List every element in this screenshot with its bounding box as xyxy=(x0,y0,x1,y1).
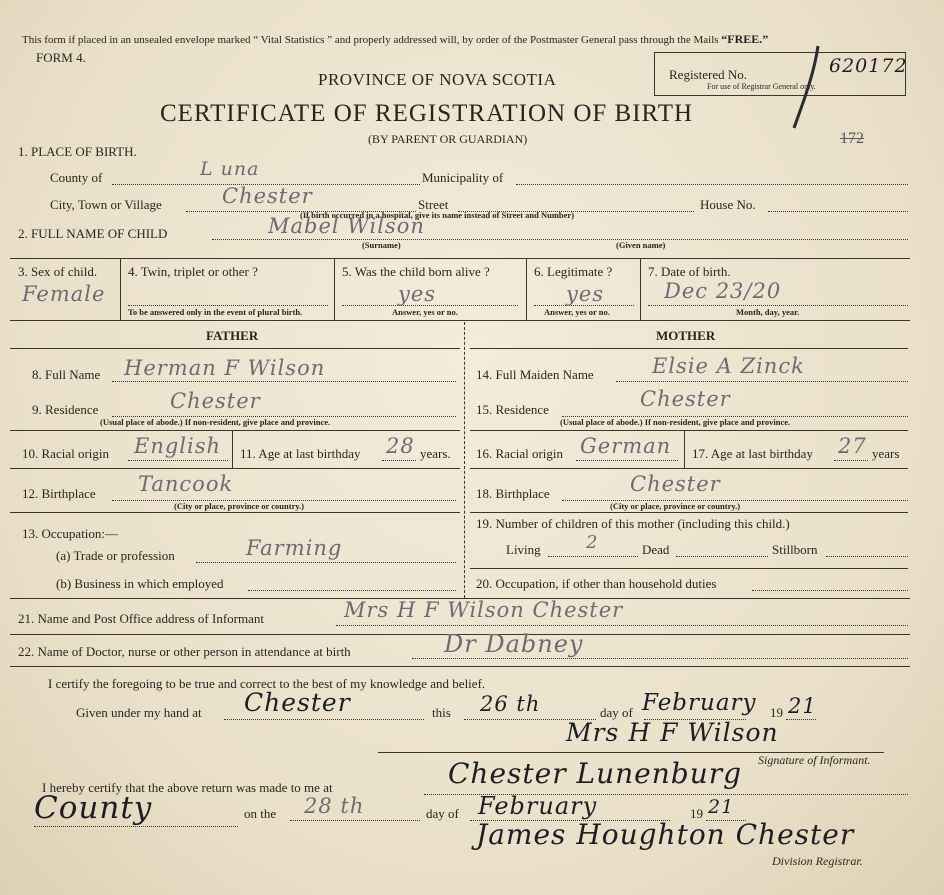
father-residence-note: (Usual place of abode.) If non-resident, give place and province. xyxy=(100,417,331,427)
child-name-line xyxy=(212,239,908,240)
mother-age-value: 27 xyxy=(838,434,867,458)
father-age-line xyxy=(382,460,416,461)
father-birthplace-note: (City or place, province or country.) xyxy=(174,501,305,511)
children-living-label: Living xyxy=(506,542,541,557)
father-race-line xyxy=(128,460,228,461)
father-birthplace-value: Tancook xyxy=(138,472,234,496)
grid-bottom-rule xyxy=(10,320,910,321)
informant-line xyxy=(336,625,908,626)
place-heading: 1. PLACE OF BIRTH. xyxy=(18,144,137,159)
father-trade-label: (a) Trade or profession xyxy=(56,548,175,563)
father-rule-2 xyxy=(10,468,460,469)
city-label: City, Town or Village xyxy=(50,197,162,212)
street-label: Street xyxy=(418,197,449,212)
given-at-place: Chester xyxy=(244,688,351,717)
father-race-age-divider xyxy=(232,430,233,468)
registrar-year-value: 21 xyxy=(708,796,735,818)
children-living-value: 2 xyxy=(586,532,599,553)
mother-race-age-divider xyxy=(684,430,685,468)
father-heading: FATHER xyxy=(206,328,259,343)
municipality-line xyxy=(516,184,908,185)
plural-birth-label: 4. Twin, triplet or other ? xyxy=(128,264,258,279)
father-residence-label: 9. Residence xyxy=(32,402,99,417)
mother-race-value: German xyxy=(580,434,672,458)
given-at-label: Given under my hand at xyxy=(76,705,202,720)
birth-date-label: 7. Date of birth. xyxy=(648,264,731,279)
given-year-prefix: 19 xyxy=(770,705,783,720)
children-stillborn-label: Stillborn xyxy=(772,542,818,557)
child-name-value: Mabel Wilson xyxy=(268,214,425,238)
informant-signature: Mrs H F Wilson xyxy=(566,718,779,747)
registration-number: 620172 xyxy=(829,55,908,77)
father-business-line xyxy=(248,590,456,591)
father-trade-value: Farming xyxy=(246,536,343,560)
father-race-label: 10. Racial origin xyxy=(22,446,110,461)
sex-label: 3. Sex of child. xyxy=(18,264,98,279)
registrar-signature: James Houghton Chester xyxy=(476,818,855,851)
registrar-statement: I hereby certify that the above return was made to me at xyxy=(42,780,333,795)
postal-notice xyxy=(22,32,768,47)
registrar-caption: Division Registrar. xyxy=(772,854,863,868)
given-this-label: this xyxy=(432,705,451,720)
given-year-value: 21 xyxy=(788,694,817,718)
registrar-county-value: County xyxy=(34,790,153,826)
father-name-value: Herman F Wilson xyxy=(124,356,326,380)
doctor-label: 22. Name of Doctor, nurse or other person in attendance at birth xyxy=(18,644,351,659)
mother-rule-1 xyxy=(470,430,908,431)
birth-date-value: Dec 23/20 xyxy=(664,279,782,303)
legitimate-note: Answer, yes or no. xyxy=(544,307,610,317)
registrar-day-value: 28 th xyxy=(304,794,365,818)
mother-occupation-label: 20. Occupation, if other than household duties xyxy=(476,576,717,591)
postal-notice-free: “FREE.” xyxy=(721,32,769,46)
mother-name-value: Elsie A Zinck xyxy=(652,354,805,378)
registrar-day-of-label: day of xyxy=(426,806,459,821)
children-count-label: 19. Number of children of this mother (including this child.) xyxy=(476,516,790,531)
father-race-value: English xyxy=(134,434,222,458)
father-name-label: 8. Full Name xyxy=(32,367,101,382)
postal-notice-text: This form if placed in an unsealed envelope marked “ Vital Statistics ” and properly addressed will, by order of the Postmaster General pass through the Mails xyxy=(22,34,719,46)
father-occupation-label: 13. Occupation:— xyxy=(22,526,119,541)
father-birthplace-label: 12. Birthplace xyxy=(22,486,96,501)
municipality-label: Municipality of xyxy=(422,170,504,185)
registrar-check-mark xyxy=(780,44,830,132)
mother-age-line xyxy=(834,460,868,461)
registrar-day-line xyxy=(290,820,420,821)
born-alive-value: yes xyxy=(398,282,437,306)
mother-age-label: 17. Age at last birthday xyxy=(692,446,813,461)
mother-occupation-line xyxy=(752,590,908,591)
mother-rule-3 xyxy=(470,512,908,513)
given-day-of-label: day of xyxy=(600,705,633,720)
grid-divider-4 xyxy=(640,258,641,320)
grid-divider-3 xyxy=(526,258,527,320)
legitimate-label: 6. Legitimate ? xyxy=(534,264,613,279)
registration-label: Registered No. xyxy=(669,67,747,82)
doctor-value: Dr Dabney xyxy=(444,630,584,658)
mother-race-label: 16. Racial origin xyxy=(476,446,564,461)
father-business-label: (b) Business in which employed xyxy=(56,576,224,591)
father-heading-rule xyxy=(10,348,460,349)
given-month-value: February xyxy=(642,690,757,716)
province-heading: PROVINCE OF NOVA SCOTIA xyxy=(318,70,557,89)
mother-birthplace-value: Chester xyxy=(630,472,721,496)
mother-residence-label: 15. Residence xyxy=(476,402,549,417)
father-residence-value: Chester xyxy=(170,389,261,413)
mother-residence-value: Chester xyxy=(640,387,731,411)
county-value: L una xyxy=(200,158,260,180)
mother-race-line xyxy=(576,460,678,461)
born-alive-note: Answer, yes or no. xyxy=(392,307,458,317)
mother-rule-4 xyxy=(470,568,908,569)
given-name-note: (Given name) xyxy=(616,240,666,250)
mother-heading: MOTHER xyxy=(656,328,716,343)
given-at-line xyxy=(224,719,424,720)
county-label: County of xyxy=(50,170,103,185)
mother-rule-2 xyxy=(470,468,908,469)
mother-heading-rule xyxy=(470,348,908,349)
certificate-title: CERTIFICATE OF REGISTRATION OF BIRTH xyxy=(160,100,694,127)
grid-top-rule xyxy=(10,258,910,259)
informant-statement: I certify the foregoing to be true and correct to the best of my knowledge and belief. xyxy=(48,676,486,691)
children-living-line xyxy=(548,556,638,557)
informant-value: Mrs H F Wilson Chester xyxy=(344,598,624,622)
grid-divider-2 xyxy=(334,258,335,320)
mother-name-label: 14. Full Maiden Name xyxy=(476,367,594,382)
corner-mark: 172 xyxy=(840,130,864,147)
sex-value: Female xyxy=(22,282,106,306)
plural-birth-note: To be answered only in the event of plural birth. xyxy=(128,307,303,317)
father-trade-line xyxy=(196,562,456,563)
registrar-year-prefix: 19 xyxy=(690,806,703,821)
surname-note: (Surname) xyxy=(362,240,401,250)
parents-divider xyxy=(464,322,465,598)
mother-residence-note: (Usual place of abode.) If non-resident, give place and province. xyxy=(560,417,791,427)
mother-birthplace-label: 18. Birthplace xyxy=(476,486,550,501)
registration-note: For use of Registrar General only. xyxy=(707,82,816,91)
mother-birthplace-note: (City or place, province or country.) xyxy=(610,501,741,511)
children-stillborn-line xyxy=(826,556,908,557)
father-age-years: years. xyxy=(420,446,451,461)
father-rule-3 xyxy=(10,512,460,513)
certificate-subtitle: (BY PARENT OR GUARDIAN) xyxy=(368,132,528,146)
legitimate-value: yes xyxy=(566,282,605,306)
registrar-county-line xyxy=(34,826,238,827)
child-name-label: 2. FULL NAME OF CHILD xyxy=(18,226,168,241)
father-rule-1 xyxy=(10,430,460,431)
city-value: Chester xyxy=(222,184,313,208)
doctor-line xyxy=(412,658,908,659)
house-number-label: House No. xyxy=(700,197,756,212)
father-age-label: 11. Age at last birthday xyxy=(240,446,361,461)
informant-signature-caption: Signature of Informant. xyxy=(758,753,871,767)
given-day-value: 26 th xyxy=(480,692,541,716)
registrar-place-value: Chester Lunenburg xyxy=(448,757,743,790)
father-name-line xyxy=(112,381,456,382)
form-number: FORM 4. xyxy=(36,50,86,65)
born-alive-label: 5. Was the child born alive ? xyxy=(342,264,490,279)
birth-date-note: Month, day, year. xyxy=(736,307,800,317)
house-number-line xyxy=(768,211,908,212)
mother-age-years: years xyxy=(872,446,900,461)
birth-date-line xyxy=(648,305,908,306)
doctor-rule xyxy=(10,666,910,667)
mother-name-line xyxy=(616,381,908,382)
plural-birth-line xyxy=(128,305,328,306)
children-dead-label: Dead xyxy=(642,542,670,557)
children-dead-line xyxy=(676,556,768,557)
hospital-note: (If birth occurred in a hospital, give its name instead of Street and Number) xyxy=(300,210,575,220)
given-year-line xyxy=(786,719,816,720)
grid-divider-1 xyxy=(120,258,121,320)
father-age-value: 28 xyxy=(386,434,415,458)
informant-label: 21. Name and Post Office address of Informant xyxy=(18,611,264,626)
registrar-month-value: February xyxy=(478,792,598,820)
registrar-on-label: on the xyxy=(244,806,277,821)
